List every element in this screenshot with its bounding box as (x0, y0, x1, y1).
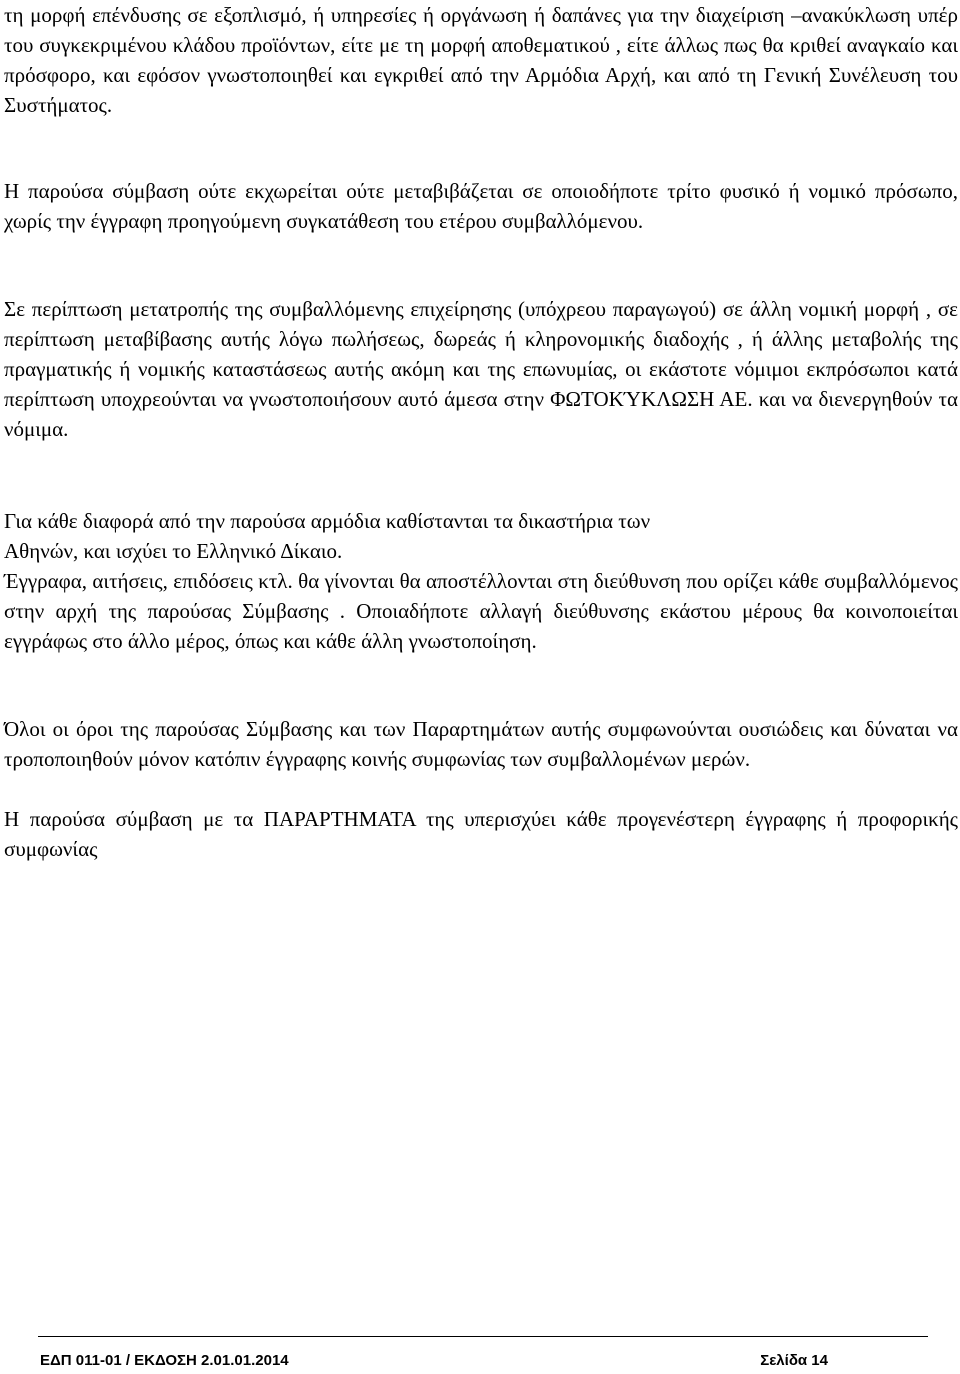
footer-divider (38, 1336, 928, 1337)
paragraph-non-assignment: Η παρούσα σύμβαση ούτε εκχωρείται ούτε μεταβιβάζεται σε οποιοδήποτε τρίτο φυσικό ή νομικό πρόσωπο, χωρίς την έγγραφη προηγούμενη συγκατάθεση του ετέρου συμβαλλόμενου. (4, 179, 958, 233)
paragraph-jurisdiction: Για κάθε διαφορά από την παρούσα αρμόδια καθίστανται τα δικαστήρια των (4, 509, 651, 533)
paragraph-essential-terms: Όλοι οι όροι της παρούσας Σύμβασης και των Παραρτημάτων αυτής συμφωνούνται ουσιώδεις και δύναται να τροποποιηθούν μόνον κατόπιν έγγραφης κοινής συμφωνίας των συμβαλλομένων μερών. (4, 717, 958, 771)
footer-document-code: ΕΔΠ 011-01 / ΕΚΔΟΣΗ 2.01.01.2014 (40, 1352, 289, 1369)
paragraph-supersedes: Η παρούσα σύμβαση με τα ΠΑΡΑΡΤΗΜΑΤΑ της υπερισχύει κάθε προγενέστερη έγγραφης ή προφορικής συμφωνίας (4, 807, 958, 861)
paragraph-jurisdiction-continued: Αθηνών, και ισχύει το Ελληνικό Δίκαιο. (4, 539, 343, 563)
paragraph-notices: Έγγραφα, αιτήσεις, επιδόσεις κτλ. θα γίνονται θα αποστέλλονται στη διεύθυνση που ορίζει κάθε συμβαλλόμενος στην αρχή της παρούσας Σύμβασης . Οποιαδήποτε αλλαγή διεύθυνσης εκάστου μέρους θα κοινοποιείται εγγράφως στο άλλο μέρος, όπως και κάθε άλλη γνωστοποίηση. (4, 569, 958, 653)
footer-page-number: Σελίδα 14 (760, 1352, 828, 1369)
paragraph-legal-form-change: Σε περίπτωση μετατροπής της συμβαλλόμενης επιχείρησης (υπόχρεου παραγωγού) σε άλλη νομική μορφή , σε περίπτωση μεταβίβασης αυτής λόγω πωλήσεως, δωρεάς ή κληρονομικής διαδοχής , ή άλλης μεταβολής της πραγματικής ή νομικής καταστάσεως αυτής ακόμη και της επωνυμίας, οι εκάστοτε νόμιμοι εκπρόσωποι κατά περίπτωση υποχρεούνται να γνωστοποιήσουν αυτό άμεσα στην ΦΩΤΟΚΎΚΛΩΣΗ ΑΕ. και να διενεργηθούν τα νόμιμα. (4, 297, 958, 441)
paragraph-investment-form: τη μορφή επένδυσης σε εξοπλισμό, ή υπηρεσίες ή οργάνωση ή δαπάνες για την διαχείριση –ανακύκλωση υπέρ του συγκεκριμένου κλάδου προϊόντων, είτε με τη μορφή αποθεματικού , είτε άλλως πως θα κριθεί αναγκαίο και πρόσφορο, και εφόσον γνωστοποιηθεί και εγκριθεί από την Αρμόδια Αρχή, και από τη Γενική Συνέλευση του Συστήματος. (4, 3, 958, 117)
